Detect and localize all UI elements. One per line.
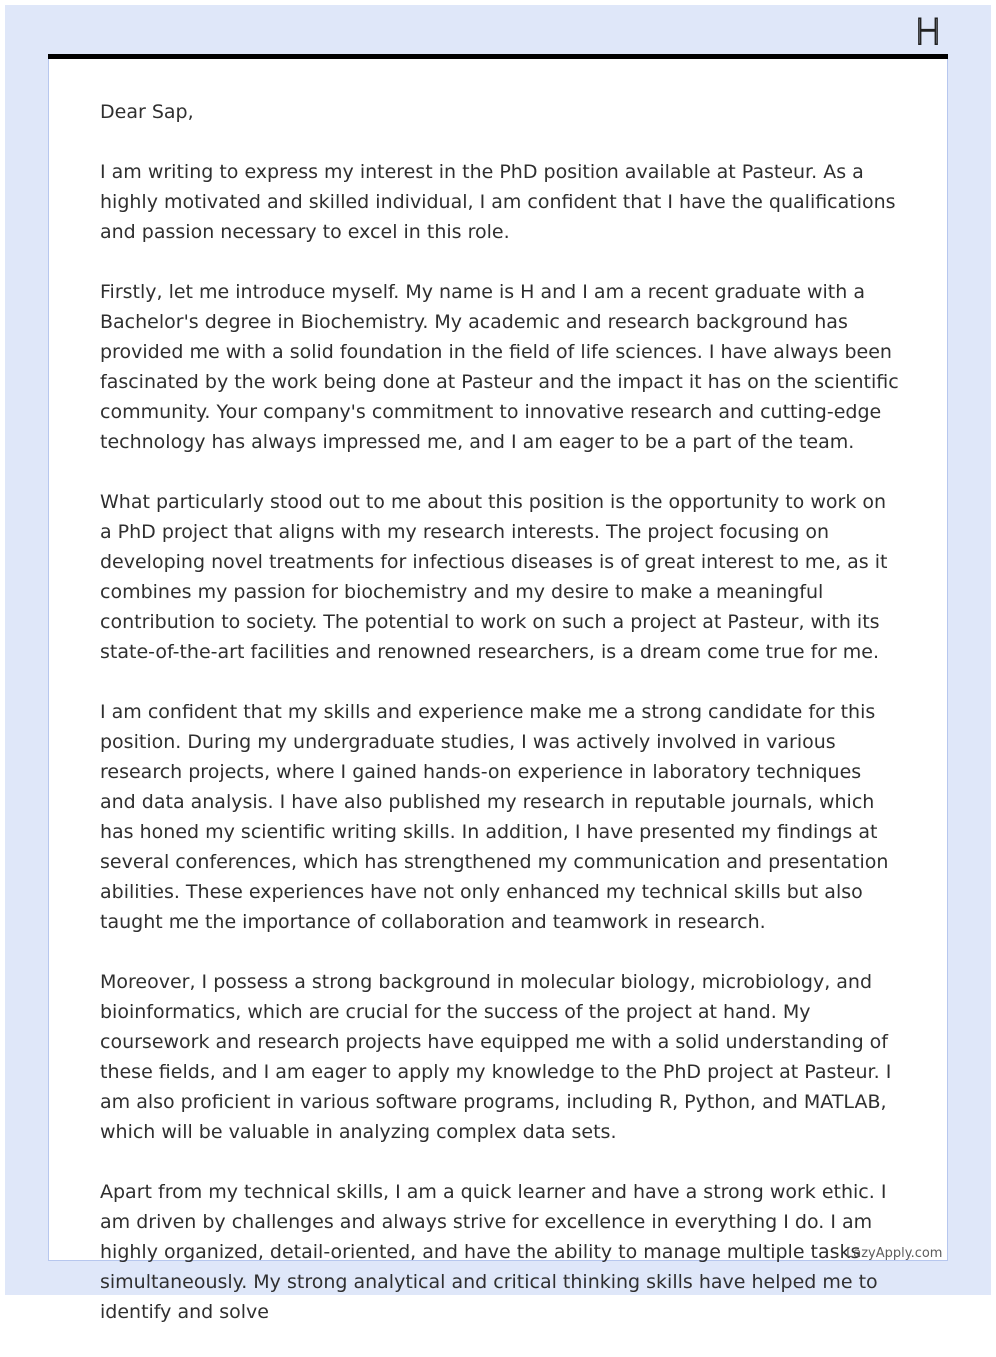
- paragraph-4: I am confident that my skills and experience make me a strong candidate for this position. During my undergraduate studies, I was actively involved in various research projects, where I gained hands-on experience in laboratory techniques and data analysis. I have also published my research in reputable journals, which has honed my scientific writing skills. In addition, I have presented my findings at several conferences, which has strengthened my communication and presentation abilities. These experiences have not only enhanced my technical skills but also taught me the importance of collaboration and teamwork in research.: [100, 701, 889, 933]
- paragraph-5: Moreover, I possess a strong background in molecular biology, microbiology, and bioinformatics, which are crucial for the success of the project at hand. My coursework and research projects have equipped me with a solid understanding of these fields, and I am eager to apply my knowledge to the PhD project at Pasteur. I am also proficient in various software programs, including R, Python, and MATLAB, which will be valuable in analyzing complex data sets.: [100, 971, 892, 1143]
- paragraph-6: Apart from my technical skills, I am a quick learner and have a strong work ethic. I am driven by challenges and always strive for excellence in everything I do. I am highly organized, detail-oriented, and have the ability to manage multiple tasks simultaneously. My strong analytical and critical thinking skills have helped me to identify and solve: [100, 1181, 887, 1323]
- paragraph-2: Firstly, let me introduce myself. My name is H and I am a recent graduate with a Bachelor's degree in Biochemistry. My academic and research background has provided me with a solid foundation in the field of life sciences. I have always been fascinated by the work being done at Pasteur and the impact it has on the scientific community. Your company's commitment to innovative research and cutting-edge technology has always impressed me, and I am eager to be a part of the team.: [100, 281, 899, 453]
- cover-letter: [100, 97, 900, 1357]
- footer-brand: LazyApply.com: [846, 1246, 943, 1261]
- greeting: Dear Sap,: [100, 101, 194, 123]
- logo-letter: H: [914, 12, 942, 53]
- paragraph-1: I am writing to express my interest in the PhD position available at Pasteur. As a highly motivated and skilled individual, I am confident that I have the qualifications and passion necessary to excel in this role.: [100, 161, 896, 243]
- paragraph-3: What particularly stood out to me about this position is the opportunity to work on a PhD project that aligns with my research interests. The project focusing on developing novel treatments for infectious diseases is of great interest to me, as it combines my passion for biochemistry and my desire to make a meaningful contribution to society. The potential to work on such a project at Pasteur, with its state-of-the-art facilities and renowned researchers, is a dream come true for me.: [100, 491, 888, 663]
